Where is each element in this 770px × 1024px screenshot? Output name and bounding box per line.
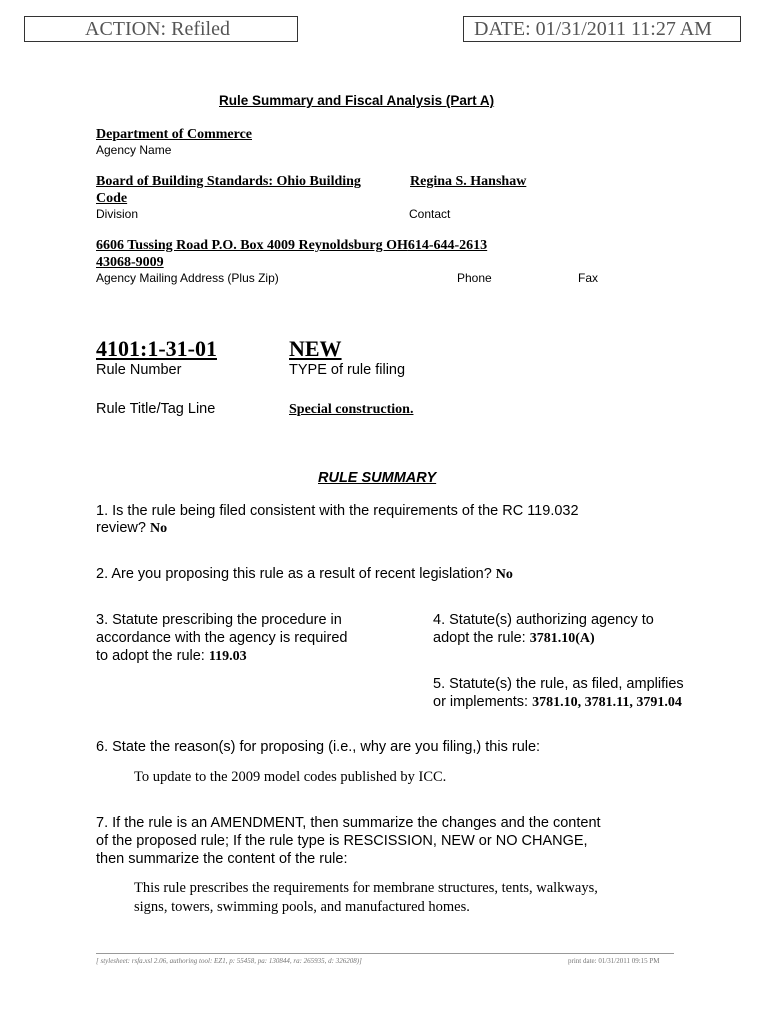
question-6: 6. State the reason(s) for proposing (i.e., why are you filing,) this rule: — [96, 739, 541, 755]
question-7-line2: of the proposed rule; If the rule type is RESCISSION, NEW or NO CHANGE, — [96, 833, 588, 849]
address-street: 6606 Tussing Road P.O. Box 4009 Reynoldsburg OH — [96, 238, 408, 253]
question-4-answer: 3781.10(A) — [529, 631, 595, 646]
action-label: ACTION: Refiled — [85, 18, 230, 40]
rule-number-label: Rule Number — [96, 362, 182, 378]
address-label: Agency Mailing Address (Plus Zip) — [96, 271, 279, 285]
question-5-line2 — [433, 694, 682, 711]
rule-type-value: NEW — [289, 336, 342, 361]
question-4-text: adopt the rule: — [433, 630, 526, 646]
question-4-line1: 4. Statute(s) authorizing agency to — [433, 612, 654, 628]
rule-title-label: Rule Title/Tag Line — [96, 401, 216, 417]
division-value-line2: Code — [96, 191, 128, 206]
footer-print-date: print date: 01/31/2011 09:15 PM — [568, 957, 660, 965]
question-2 — [96, 566, 513, 583]
address-value-line1 — [96, 237, 487, 254]
rule-title-value: Special construction. — [289, 402, 414, 417]
question-1-answer: No — [150, 521, 168, 536]
question-5-line1: 5. Statute(s) the rule, as filed, amplifies — [433, 676, 684, 692]
division-label: Division — [96, 207, 139, 221]
address-value-line2: 43068-9009 — [96, 255, 164, 270]
agency-name-value: Department of Commerce — [96, 127, 253, 142]
question-7-answer-line1: This rule prescribes the requirements for membrane structures, tents, walkways, — [134, 880, 598, 896]
agency-name-label: Agency Name — [96, 143, 172, 157]
rule-summary-heading: RULE SUMMARY — [318, 470, 437, 486]
question-3-answer: 119.03 — [208, 649, 247, 664]
question-3-text: to adopt the rule: — [96, 648, 205, 664]
question-7-line3: then summarize the content of the rule: — [96, 851, 348, 867]
phone-value: 614-644-2613 — [407, 238, 488, 253]
question-4-line2 — [433, 630, 595, 647]
footer-divider — [96, 953, 674, 954]
rule-type-label: TYPE of rule filing — [289, 362, 406, 378]
question-1-line2 — [96, 520, 167, 537]
question-5-text: or implements: — [433, 694, 529, 710]
question-2-text: 2. Are you proposing this rule as a result of recent legislation? — [96, 566, 492, 582]
question-5-answer: 3781.10, 3781.11, 3791.04 — [532, 695, 682, 710]
fax-label: Fax — [578, 271, 599, 285]
phone-label: Phone — [457, 271, 492, 285]
question-7-line1: 7. If the rule is an AMENDMENT, then summarize the changes and the content — [96, 815, 601, 831]
document-title: Rule Summary and Fiscal Analysis (Part A) — [219, 93, 495, 108]
question-1-text: review? — [96, 520, 146, 536]
rule-number-value: 4101:1-31-01 — [96, 336, 217, 361]
contact-label: Contact — [409, 207, 451, 221]
date-label: DATE: 01/31/2011 11:27 AM — [474, 18, 712, 40]
question-3-line1: 3. Statute prescribing the procedure in — [96, 612, 342, 628]
division-value-line1: Board of Building Standards: Ohio Building — [96, 174, 361, 189]
contact-value: Regina S. Hanshaw — [410, 174, 527, 189]
question-3-line3 — [96, 648, 247, 665]
action-box — [24, 16, 298, 42]
question-7-answer-line2: signs, towers, swimming pools, and manufactured homes. — [134, 899, 470, 915]
question-6-answer: To update to the 2009 model codes published by ICC. — [134, 769, 447, 785]
footer-stylesheet-info: [ stylesheet: rsfa.xsl 2.06, authoring tool: EZ1, p: 55458, pa: 130844, ra: 265935, d: 326208)] — [96, 957, 362, 965]
question-3-line2: accordance with the agency is required — [96, 630, 348, 646]
question-2-answer: No — [495, 567, 513, 582]
question-1-line1: 1. Is the rule being filed consistent with the requirements of the RC 119.032 — [96, 503, 579, 519]
date-box — [463, 16, 741, 42]
